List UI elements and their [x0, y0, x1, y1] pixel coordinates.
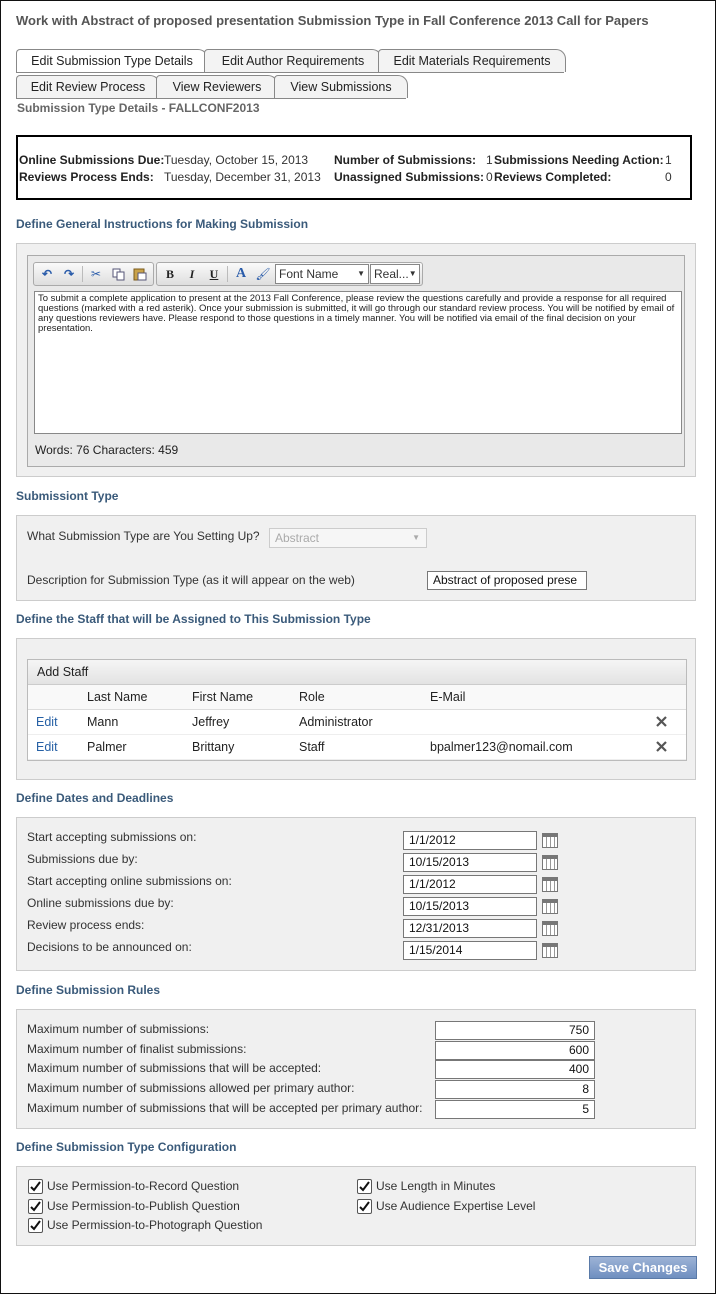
submission-type-panel — [16, 515, 696, 601]
tab-edit-author-requirements[interactable]: Edit Author Requirements — [204, 49, 382, 72]
edit-link[interactable]: Edit — [36, 715, 58, 729]
last-name-cell: Mann — [87, 715, 119, 729]
submission-type-select: Abstract ▼ — [269, 528, 427, 548]
dates-header: Define Dates and Deadlines — [16, 791, 174, 805]
checkbox-checked[interactable] — [28, 1179, 43, 1194]
rule-input[interactable]: 750 — [435, 1021, 595, 1040]
checkbox-label: Use Length in Minutes — [376, 1179, 496, 1193]
staff-grid — [27, 659, 687, 761]
dates-panel — [16, 817, 696, 971]
checkbox-checked[interactable] — [28, 1218, 43, 1233]
paste-icon[interactable] — [129, 264, 151, 284]
add-staff-button[interactable]: Add Staff — [28, 660, 686, 685]
description-input[interactable]: Abstract of proposed prese — [427, 571, 587, 590]
rule-label: Maximum number of finalist submissions: — [27, 1042, 247, 1056]
rule-label: Maximum number of submissions that will be accepted per primary author: — [27, 1101, 423, 1115]
needing-action-value: 1 — [665, 153, 672, 167]
date-input[interactable]: 1/1/2012 — [403, 831, 537, 850]
checkbox-label: Use Permission-to-Photograph Question — [47, 1218, 263, 1232]
editor-toolbar — [33, 262, 425, 286]
cut-icon[interactable]: ✂ — [90, 267, 102, 281]
date-input[interactable]: 10/15/2013 — [403, 853, 537, 872]
edit-link[interactable]: Edit — [36, 740, 58, 754]
staff-header: Define the Staff that will be Assigned to This Submission Type — [16, 612, 371, 626]
num-submissions-label: Number of Submissions: — [334, 153, 477, 167]
tab-edit-submission-type-details[interactable]: Edit Submission Type Details — [16, 49, 208, 72]
copy-icon[interactable] — [107, 264, 129, 284]
font-name-select[interactable]: Font Name ▼ — [275, 264, 369, 284]
instructions-panel — [16, 243, 696, 477]
staff-panel — [16, 638, 696, 780]
undo-icon[interactable]: ↶ — [41, 267, 53, 281]
delete-icon[interactable] — [655, 740, 668, 753]
needing-action-label: Submissions Needing Action: — [494, 153, 664, 167]
unassigned-label: Unassigned Submissions: — [334, 170, 485, 184]
num-submissions-value: 1 — [486, 153, 493, 167]
checkbox-label: Use Permission-to-Publish Question — [47, 1199, 240, 1213]
calendar-icon[interactable] — [542, 877, 558, 892]
rule-input[interactable]: 8 — [435, 1080, 595, 1099]
date-label: Review process ends: — [27, 918, 145, 932]
summary-box — [16, 135, 692, 200]
rule-label: Maximum number of submissions that will be accepted: — [27, 1061, 322, 1075]
word-char-count: Words: 76 Characters: 459 — [35, 443, 179, 457]
tab-divider-2 — [16, 98, 406, 99]
calendar-icon[interactable] — [542, 943, 558, 958]
font-color-icon[interactable]: A — [235, 266, 247, 281]
instructions-textarea[interactable]: To submit a complete application to present at the 2013 Fall Conference, please review the questions carefully and provide a response for all required questions (marked with a red asterik). Once your submission is submitted, it will go through our standard review process. You will be notified by email of any questions reviewers have. Please respond to those questions in a timely manner. You will be notified via email of the final decision on your presentation. — [34, 291, 682, 434]
email-cell: bpalmer123@nomail.com — [430, 740, 573, 754]
tab-view-reviewers[interactable]: View Reviewers — [156, 75, 278, 98]
reviews-completed-value: 0 — [665, 170, 672, 184]
config-panel — [16, 1166, 696, 1246]
toolbar-group-edit — [33, 262, 154, 286]
italic-icon[interactable]: I — [189, 266, 195, 281]
checkbox-label: Use Audience Expertise Level — [376, 1199, 536, 1213]
rule-label: Maximum number of submissions: — [27, 1022, 210, 1036]
save-changes-button[interactable]: Save Changes — [589, 1256, 697, 1279]
online-due-label: Online Submissions Due: — [19, 153, 165, 167]
checkbox-checked[interactable] — [357, 1179, 372, 1194]
role-cell: Administrator — [299, 715, 373, 729]
unassigned-value: 0 — [486, 170, 493, 184]
page-title: Work with Abstract of proposed presentation Submission Type in Fall Conference 2013 Call for Papers — [16, 13, 649, 28]
checkbox-label: Use Permission-to-Record Question — [47, 1179, 240, 1193]
reviews-completed-label: Reviews Completed: — [494, 170, 612, 184]
col-last-name: Last Name — [87, 690, 148, 704]
first-name-cell: Jeffrey — [192, 715, 230, 729]
rule-input[interactable]: 400 — [435, 1060, 595, 1079]
date-label: Online submissions due by: — [27, 896, 174, 910]
tab-edit-materials-requirements[interactable]: Edit Materials Requirements — [378, 49, 566, 72]
tab-edit-review-process[interactable]: Edit Review Process — [16, 75, 160, 98]
staff-grid-header — [28, 685, 686, 710]
col-email: E-Mail — [430, 690, 466, 704]
review-ends-value: Tuesday, December 31, 2013 — [164, 170, 321, 184]
rules-header: Define Submission Rules — [16, 983, 161, 997]
review-ends-label: Reviews Process Ends: — [19, 170, 154, 184]
underline-icon[interactable]: U — [209, 266, 219, 281]
calendar-icon[interactable] — [542, 855, 558, 870]
rule-input[interactable]: 600 — [435, 1041, 595, 1060]
tab-view-submissions[interactable]: View Submissions — [274, 75, 408, 98]
date-label: Decisions to be announced on: — [27, 940, 192, 954]
col-role: Role — [299, 690, 325, 704]
highlight-color-icon[interactable]: 🖌 — [255, 267, 271, 281]
font-size-select[interactable]: Real... ▼ — [370, 264, 420, 284]
date-input[interactable]: 12/31/2013 — [403, 919, 537, 938]
toolbar-group-format — [156, 262, 423, 286]
calendar-icon[interactable] — [542, 921, 558, 936]
date-label: Start accepting online submissions on: — [27, 874, 232, 888]
online-due-value: Tuesday, October 15, 2013 — [164, 153, 309, 167]
rule-label: Maximum number of submissions allowed per primary author: — [27, 1081, 355, 1095]
role-cell: Staff — [299, 740, 325, 754]
date-label: Submissions due by: — [27, 852, 138, 866]
redo-icon[interactable]: ↷ — [63, 267, 75, 281]
config-header: Define Submission Type Configuration — [16, 1140, 237, 1154]
instructions-header: Define General Instructions for Making Submission — [16, 217, 309, 231]
date-input[interactable]: 1/1/2012 — [403, 875, 537, 894]
first-name-cell: Brittany — [192, 740, 235, 754]
date-label: Start accepting submissions on: — [27, 830, 197, 844]
date-input[interactable]: 1/15/2014 — [403, 941, 537, 960]
table-row — [28, 710, 686, 735]
col-first-name: First Name — [192, 690, 254, 704]
calendar-icon[interactable] — [542, 833, 558, 848]
bold-icon[interactable]: B — [165, 266, 174, 281]
tab-divider — [16, 72, 564, 73]
description-label: Description for Submission Type (as it will appear on the web) — [27, 573, 355, 587]
delete-icon[interactable] — [655, 715, 668, 728]
checkbox-checked[interactable] — [28, 1199, 43, 1214]
submission-type-question: What Submission Type are You Setting Up? — [27, 529, 260, 543]
section-subheader: Submission Type Details - FALLCONF2013 — [17, 101, 260, 115]
rules-panel — [16, 1009, 696, 1129]
last-name-cell: Palmer — [87, 740, 127, 754]
date-input[interactable]: 10/15/2013 — [403, 897, 537, 916]
rich-text-editor — [27, 255, 685, 467]
submission-type-header: Submissiont Type — [16, 489, 119, 503]
rule-input[interactable]: 5 — [435, 1100, 595, 1119]
table-row — [28, 735, 686, 760]
checkbox-checked[interactable] — [357, 1199, 372, 1214]
calendar-icon[interactable] — [542, 899, 558, 914]
